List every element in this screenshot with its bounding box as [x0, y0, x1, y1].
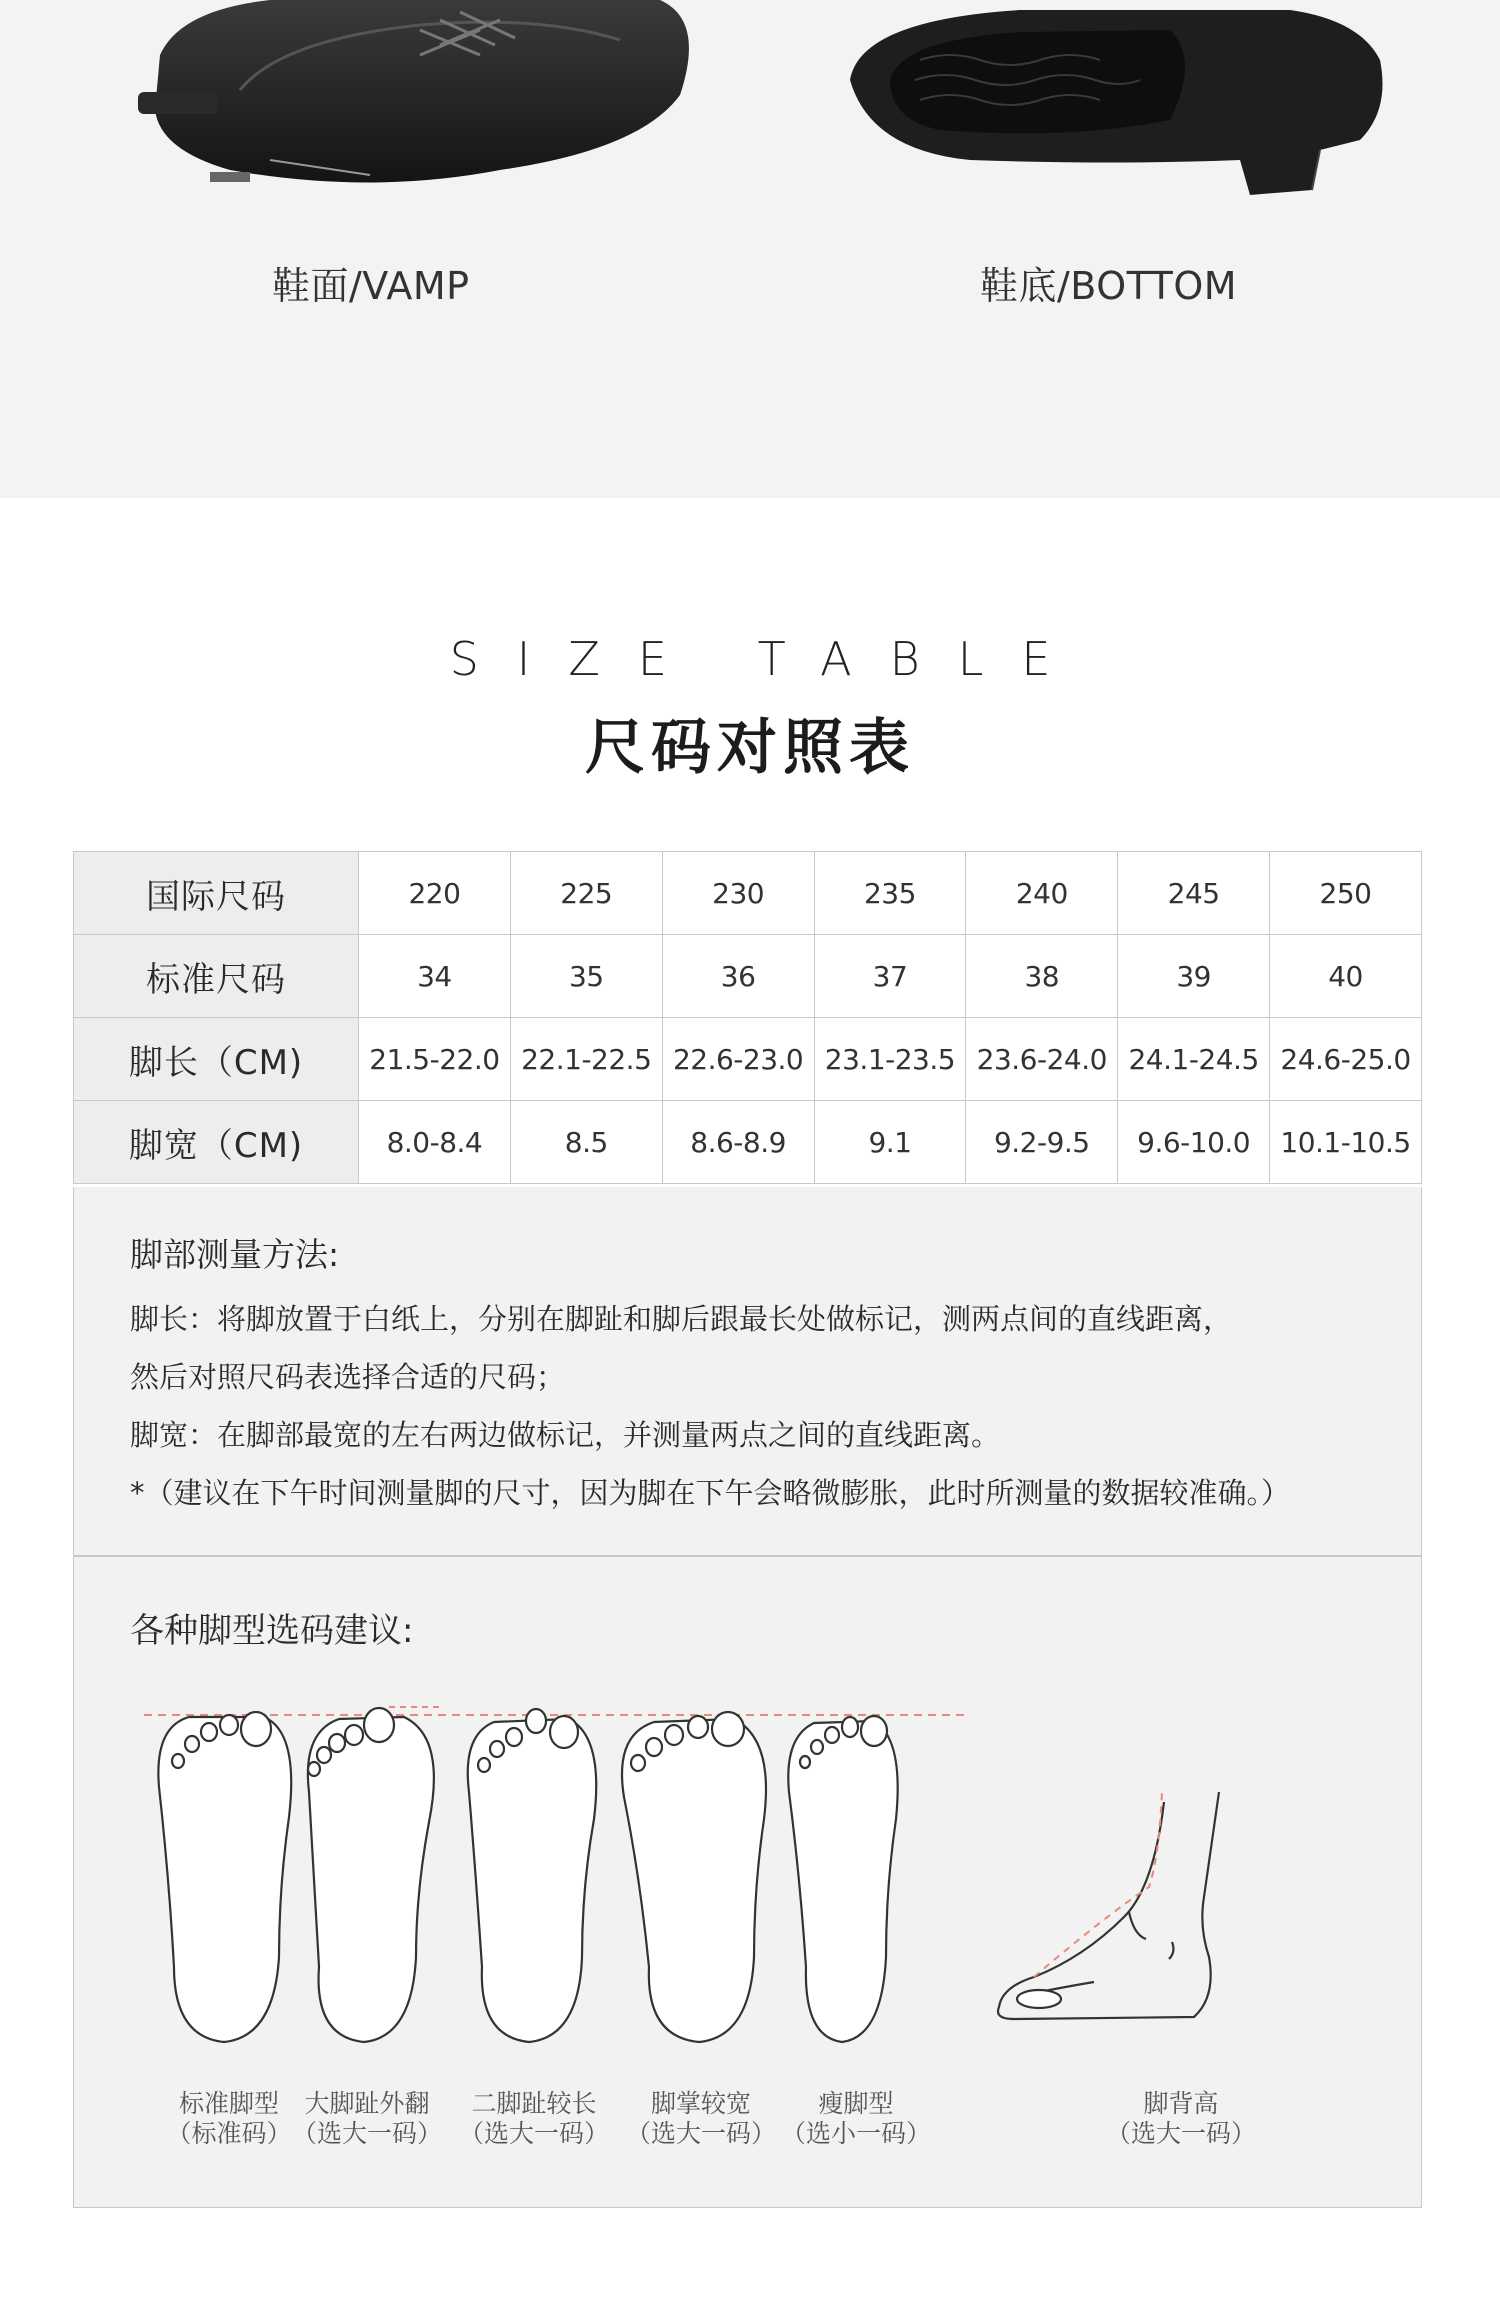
row-label: 脚长（CM) [74, 1018, 359, 1101]
table-cell: 36 [662, 935, 814, 1018]
shoe-vamp-image [120, 0, 720, 200]
size-table-heading-chinese: 尺码对照表 [585, 713, 915, 783]
table-cell: 22.6-23.0 [662, 1018, 814, 1101]
table-cell: 220 [359, 852, 511, 935]
table-cell: 240 [966, 852, 1118, 935]
table-cell: 250 [1270, 852, 1422, 935]
foot-type-name: 大脚趾外翻 [304, 2089, 430, 2118]
table-cell: 40 [1270, 935, 1422, 1018]
table-cell: 8.0-8.4 [359, 1101, 511, 1184]
bottom-caption: 鞋底/BOTTOM [980, 264, 1238, 308]
foot-type-caption [626, 2089, 776, 2149]
foot-type-title: 各种脚型选码建议: [130, 1611, 414, 1651]
table-cell: 24.1-24.5 [1118, 1018, 1270, 1101]
long-second-toe-foot-icon [468, 1709, 596, 2042]
bottom-view [820, 0, 1420, 200]
measurement-line: 脚宽：在脚部最宽的左右两边做标记，并测量两点之间的直线距离。 [130, 1418, 1001, 1452]
table-row-international-size [74, 852, 1422, 935]
shoe-sole-image [820, 0, 1420, 200]
vamp-view [120, 0, 720, 200]
table-cell: 23.1-23.5 [814, 1018, 966, 1101]
foot-type-name: 标准脚型 [178, 2089, 280, 2118]
row-label: 脚宽（CM) [74, 1101, 359, 1184]
table-cell: 230 [662, 852, 814, 935]
size-chart-table [73, 851, 1422, 1184]
table-cell: 38 [966, 935, 1118, 1018]
size-table-heading-english: SIZE TABLE [449, 632, 1089, 686]
foot-type-advice: （选小一码） [780, 2119, 932, 2148]
foot-type-advice: （标准码） [166, 2119, 292, 2148]
foot-type-caption [781, 2089, 931, 2149]
row-label: 标准尺码 [74, 935, 359, 1018]
measurement-line: *（建议在下午时间测量脚的尺寸，因为脚在下午会略微膨胀，此时所测量的数据较准确。） [130, 1476, 1291, 1510]
table-cell: 34 [359, 935, 511, 1018]
foot-type-advice: （选大一码） [458, 2119, 610, 2148]
product-views-strip [0, 0, 1500, 498]
foot-type-caption [166, 2089, 291, 2149]
table-cell: 21.5-22.0 [359, 1018, 511, 1101]
table-cell: 9.6-10.0 [1118, 1101, 1270, 1184]
foot-type-advice: （选大一码） [1105, 2119, 1257, 2148]
foot-type-name: 脚掌较宽 [650, 2089, 752, 2118]
foot-type-caption [459, 2089, 609, 2149]
foot-type-name: 二脚趾较长 [471, 2089, 597, 2118]
measurement-method-panel [73, 1187, 1422, 1556]
measurement-title: 脚部测量方法: [130, 1235, 340, 1274]
foot-type-caption [292, 2089, 442, 2149]
foot-type-advice: （选大一码） [625, 2119, 777, 2148]
foot-type-caption [1106, 2089, 1256, 2149]
foot-type-name: 瘦脚型 [818, 2089, 894, 2118]
table-cell: 8.6-8.9 [662, 1101, 814, 1184]
table-cell: 8.5 [510, 1101, 662, 1184]
bunion-foot-icon [308, 1708, 434, 2042]
high-instep-foot-icon [998, 1792, 1219, 2019]
table-cell: 35 [510, 935, 662, 1018]
table-cell: 24.6-25.0 [1270, 1018, 1422, 1101]
foot-type-name: 脚背高 [1143, 2089, 1219, 2118]
table-cell: 9.2-9.5 [966, 1101, 1118, 1184]
table-row-foot-length [74, 1018, 1422, 1101]
table-row-foot-width [74, 1101, 1422, 1184]
table-cell: 37 [814, 935, 966, 1018]
table-cell: 22.1-22.5 [510, 1018, 662, 1101]
standard-foot-icon [158, 1712, 291, 2042]
table-cell: 235 [814, 852, 966, 935]
measurement-line: 脚长：将脚放置于白纸上，分别在脚趾和脚后跟最长处做标记，测两点间的直线距离， [130, 1302, 1233, 1336]
table-row-standard-size [74, 935, 1422, 1018]
foot-type-panel [73, 1556, 1422, 2208]
table-cell: 39 [1118, 935, 1270, 1018]
table-cell: 23.6-24.0 [966, 1018, 1118, 1101]
wide-forefoot-icon [622, 1712, 766, 2042]
measurement-line: 然后对照尺码表选择合适的尺码； [130, 1360, 566, 1394]
vamp-caption: 鞋面/VAMP [272, 264, 470, 308]
table-cell: 10.1-10.5 [1270, 1101, 1422, 1184]
foot-type-advice: （选大一码） [291, 2119, 443, 2148]
table-cell: 245 [1118, 852, 1270, 935]
row-label: 国际尺码 [74, 852, 359, 935]
table-cell: 9.1 [814, 1101, 966, 1184]
slim-foot-icon [788, 1716, 897, 2042]
table-cell: 225 [510, 852, 662, 935]
instep-dashed-line [1034, 1792, 1162, 1977]
